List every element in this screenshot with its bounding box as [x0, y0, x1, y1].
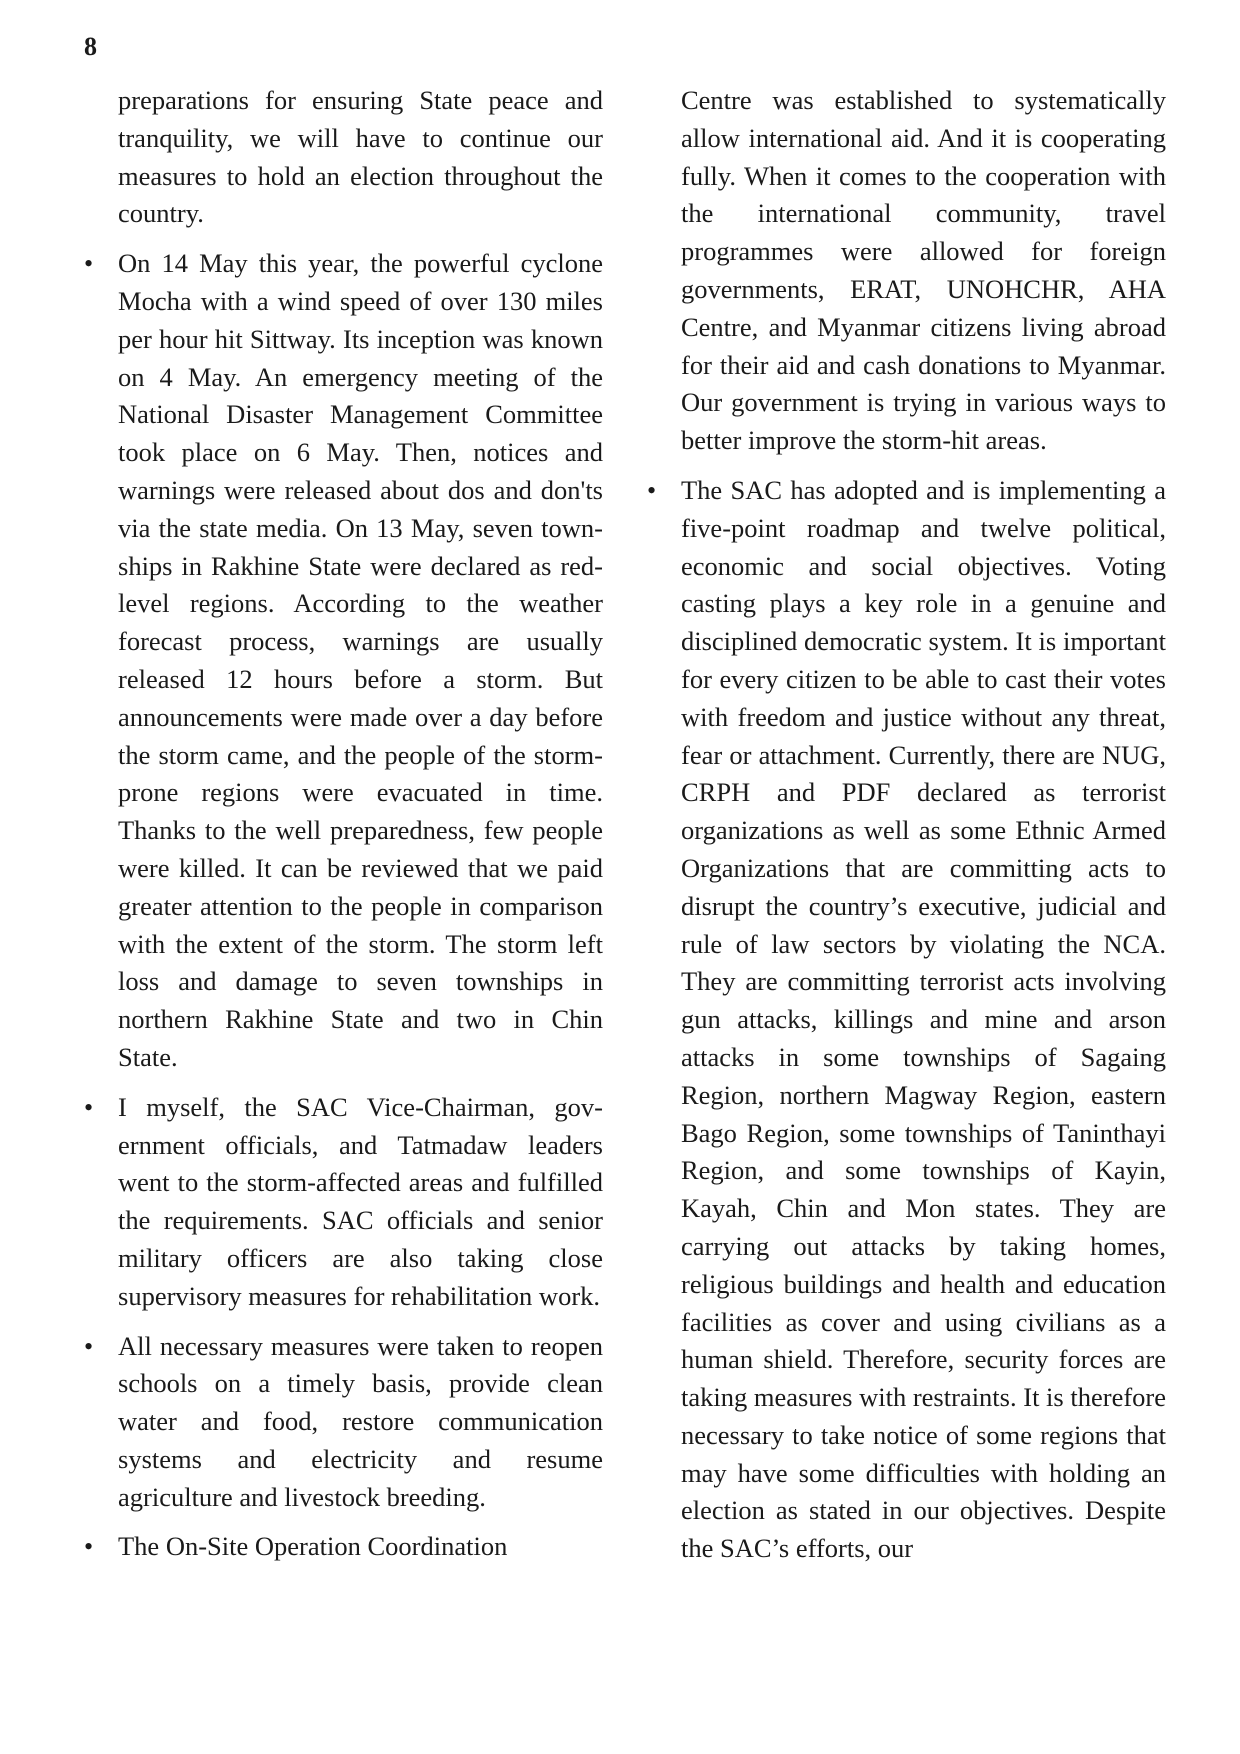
bullet-item — [84, 1528, 603, 1566]
bullet-item — [84, 1328, 603, 1517]
page-number: 8 — [84, 32, 97, 61]
bullet-item — [647, 472, 1166, 1568]
left-column — [84, 82, 603, 1578]
bullet-paragraph: The On-Site Operation Coordination — [118, 1531, 508, 1562]
bullet-icon: • — [84, 249, 94, 279]
bullet-icon: • — [84, 1092, 94, 1122]
bullet-item — [84, 1089, 603, 1316]
bullet-icon: • — [647, 475, 657, 505]
right-column — [647, 82, 1166, 1580]
bullet-paragraph: I myself, the SAC Vice-Chairman, government officials, and Tatmadaw leaders went to the storm-affected areas and fulfilled the requirements. SAC officials and senior military officers are also taking close supervisory measures for rehabilitation work. — [118, 1091, 603, 1311]
continuation-paragraph: preparations for ensuring State peace and tranquility, we will have to continue our measures to hold an election throughout the country. — [118, 85, 603, 229]
bullet-icon: • — [84, 1532, 94, 1562]
continuation-paragraph: Centre was established to systematically allow international aid. And it is cooperating fully. When it comes to the cooperation with the international community, travel programmes were allowed for foreign governments, ERAT, UNOHCHR, AHA Centre, and Myanmar citizens living abroad for their aid and cash donations to Myanmar. Our government is trying in various ways to better improve the storm-hit areas. — [681, 85, 1166, 456]
bullet-paragraph: On 14 May this year, the powerful cyclone Mocha with a wind speed of over 130 miles per hour hit Sittway. Its inception was known on 4 May. An emergency meeting of the National Disaster Management Committee took place on 6 May. Then, notices and warnings were released about dos and don'ts via the state media. On 13 May, seven townships in Rakhine State were declared as red-level regions. According to the weather forecast process, warnings are usually released 12 hours before a storm. But announcements were made over a day before the storm came, and the people of the storm-prone regions were evacuated in time. Thanks to the well preparedness, few people were killed. It can be reviewed that we paid greater attention to the people in comparison with the extent of the storm. The storm left loss and damage to seven townships in northern Rakhine State and two in Chin State. — [118, 248, 603, 1072]
bullet-paragraph: The SAC has adopted and is implementing a five-point roadmap and twelve political, economic and social objectives. Voting casting plays a key role in a genuine and disciplined democratic system. It is important for every citizen to be able to cast their votes with freedom and justice without any threat, fear or attachment. Currently, there are NUG, CRPH and PDF declared as terrorist organizations as well as some Ethnic Armed Organizations that are committing acts to disrupt the country’s executive, judicial and rule of law sectors by violating the NCA. They are committing terrorist acts involving gun attacks, killings and mine and arson attacks in some townships of Sagaing Region, northern Magway Region, eastern Bago Region, some townships of Taninthayi Region, and some townships of Kayin, Kayah, Chin and Mon states. They are carrying out attacks by taking homes, religious buildings and health and education facilities as cover and using civilians as a human shield. Therefore, security forces are taking measures with restraints. It is therefore necessary to take notice of some regions that may have some difficulties with holding an election as stated in our objectives. Despite the SAC’s efforts, our — [681, 474, 1166, 1564]
bullet-paragraph: All necessary measures were taken to reopen schools on a timely basis, provide clean water and food, restore communication systems and electricity and resume agriculture and livestock breeding. — [118, 1330, 603, 1512]
bullet-icon: • — [84, 1331, 94, 1361]
bullet-item — [84, 245, 603, 1077]
